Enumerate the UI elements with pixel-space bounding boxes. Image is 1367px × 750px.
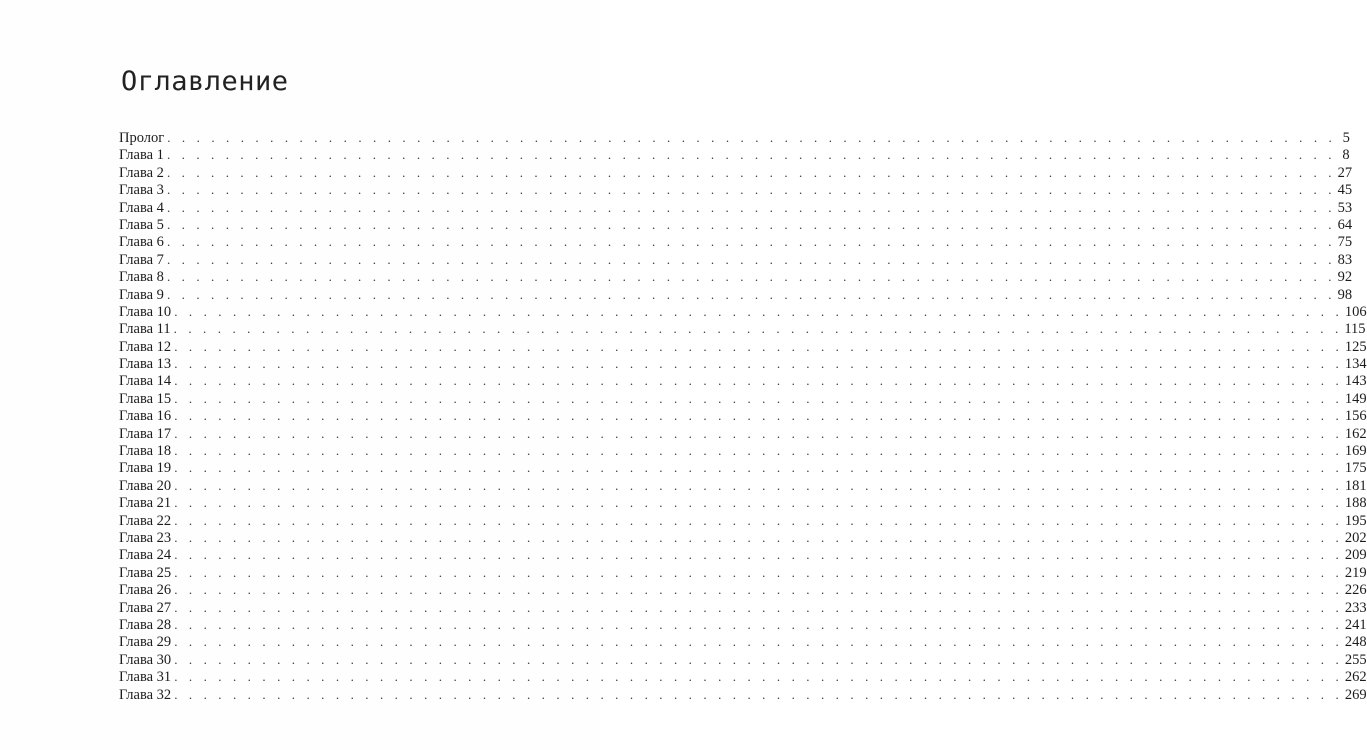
toc-entry-page: 27 — [1337, 164, 1353, 181]
toc-entry-label: Глава 4 — [119, 199, 164, 216]
toc-entry-label: Глава 17 — [119, 425, 172, 442]
toc-entry-page: 202 — [1344, 529, 1367, 546]
toc-entry-page: 255 — [1344, 651, 1367, 668]
toc-entry-page: 175 — [1344, 460, 1367, 477]
toc-entry-page: 209 — [1344, 547, 1367, 564]
toc-entry-page: 8 — [1342, 147, 1350, 164]
dot-leader: . . . . . . . . . . . . . . . . . . . . . . . . . . . . . . . . . . . . . . . . . . . . . . . . . . . . . . . . . . . . . . . . . . . . . . . . . . . . . . . . — [174, 303, 1343, 319]
toc-entry-label: Глава 11 — [119, 321, 171, 338]
toc-entry-label: Глава 19 — [119, 460, 172, 477]
dot-leader: . . . . . . . . . . . . . . . . . . . . . . . . . . . . . . . . . . . . . . . . . . . . . . . . . . . . . . . . . . . . . . . . . . . . . . . . . . . . . . . . — [174, 356, 1343, 372]
toc-entry[interactable] — [119, 477, 1367, 494]
dot-leader: . . . . . . . . . . . . . . . . . . . . . . . . . . . . . . . . . . . . . . . . . . . . . . . . . . . . . . . . . . . . . . . . . . . . . . . . . . . . . . . . — [174, 582, 1343, 598]
toc-entry[interactable] — [119, 129, 1350, 146]
dot-leader: . . . . . . . . . . . . . . . . . . . . . . . . . . . . . . . . . . . . . . . . . . . . . . . . . . . . . . . . . . . . . . . . . . . . . . . . . . . . . . . . — [174, 669, 1343, 685]
dot-leader: . . . . . . . . . . . . . . . . . . . . . . . . . . . . . . . . . . . . . . . . . . . . . . . . . . . . . . . . . . . . . . . . . . . . . . . . . . . . . . . . — [174, 495, 1343, 511]
toc-entry-page: 92 — [1337, 269, 1353, 286]
toc-entry[interactable] — [119, 164, 1353, 181]
dot-leader: . . . . . . . . . . . . . . . . . . . . . . . . . . . . . . . . . . . . . . . . . . . . . . . . . . . . . . . . . . . . . . . . . . . . . . . . . . . . . . . . — [174, 616, 1343, 632]
toc-entry-page: 75 — [1337, 234, 1353, 251]
dot-leader: . . . . . . . . . . . . . . . . . . . . . . . . . . . . . . . . . . . . . . . . . . . . . . . . . . . . . . . . . . . . . . . . . . . . . . . . . . . . . . . . — [174, 547, 1343, 563]
toc-entry-label: Глава 5 — [119, 216, 164, 233]
toc-entry[interactable] — [119, 233, 1353, 251]
toc-entry-label: Глава 18 — [119, 443, 172, 460]
toc-entry[interactable] — [119, 512, 1367, 529]
toc-entry-label: Глава 3 — [119, 182, 164, 199]
toc-entry-page: 241 — [1344, 616, 1367, 633]
dot-leader: . . . . . . . . . . . . . . . . . . . . . . . . . . . . . . . . . . . . . . . . . . . . . . . . . . . . . . . . . . . . . . . . . . . . . . . . . . . . . . . . — [174, 564, 1343, 580]
toc-entry[interactable] — [119, 425, 1367, 442]
dot-leader: . . . . . . . . . . . . . . . . . . . . . . . . . . . . . . . . . . . . . . . . . . . . . . . . . . . . . . . . . . . . . . . . . . . . . . . . . . . . . . . . — [174, 634, 1343, 650]
toc-entry[interactable] — [119, 355, 1367, 373]
toc-entry-label: Глава 24 — [119, 547, 172, 564]
toc-entry[interactable] — [119, 251, 1353, 268]
toc-entry[interactable] — [119, 633, 1367, 651]
dot-leader: . . . . . . . . . . . . . . . . . . . . . . . . . . . . . . . . . . . . . . . . . . . . . . . . . . . . . . . . . . . . . . . . . . . . . . . . . . . . . . . . — [174, 373, 1343, 389]
toc-entry-label: Глава 20 — [119, 477, 172, 494]
dot-leader: . . . . . . . . . . . . . . . . . . . . . . . . . . . . . . . . . . . . . . . . . . . . . . . . . . . . . . . . . . . . . . . . . . . . . . . . . . . . . . . . — [174, 477, 1343, 493]
dot-leader: . . . . . . . . . . . . . . . . . . . . . . . . . . . . . . . . . . . . . . . . . . . . . . . . . . . . . . . . . . . . . . . . . . . . . . . . . . . . . . . . — [166, 251, 1336, 267]
toc-entry-page: 143 — [1344, 373, 1367, 390]
toc-entry-page: 181 — [1344, 477, 1367, 494]
toc-entry-page: 98 — [1337, 286, 1353, 303]
toc-entry-page: 156 — [1344, 408, 1367, 425]
toc-entry[interactable] — [119, 390, 1367, 407]
toc-entry[interactable] — [119, 442, 1367, 460]
toc-entry-label: Глава 27 — [119, 599, 172, 616]
toc-entry-label: Пролог — [119, 130, 165, 146]
toc-entry[interactable] — [119, 199, 1353, 216]
toc-entry-label: Глава 7 — [119, 251, 164, 268]
dot-leader: . . . . . . . . . . . . . . . . . . . . . . . . . . . . . . . . . . . . . . . . . . . . . . . . . . . . . . . . . . . . . . . . . . . . . . . . . . . . . . . . — [166, 286, 1336, 302]
toc-entry-page: 248 — [1344, 634, 1367, 651]
toc-entry-label: Глава 13 — [119, 356, 172, 373]
toc-entry-label: Глава 28 — [119, 616, 172, 633]
toc-entry[interactable] — [119, 372, 1367, 390]
toc-entry[interactable] — [119, 686, 1367, 703]
toc-entry-label: Глава 6 — [119, 234, 164, 251]
dot-leader: . . . . . . . . . . . . . . . . . . . . . . . . . . . . . . . . . . . . . . . . . . . . . . . . . . . . . . . . . . . . . . . . . . . . . . . . . . . . . . . . — [174, 686, 1343, 702]
toc-entry-label: Глава 8 — [119, 269, 164, 286]
toc-entry-page: 233 — [1344, 599, 1367, 616]
toc-entry-page: 169 — [1344, 443, 1367, 460]
toc-entry-page: 134 — [1344, 356, 1367, 373]
toc-entry[interactable] — [119, 651, 1367, 668]
toc-entry[interactable] — [119, 616, 1367, 633]
toc-entry-page: 162 — [1344, 425, 1367, 442]
toc-entry[interactable] — [119, 546, 1367, 564]
toc-entry-page: 5 — [1342, 130, 1350, 146]
toc-entry-label: Глава 31 — [119, 669, 172, 686]
toc-entry-label: Глава 15 — [119, 390, 172, 407]
toc-entry-page: 195 — [1344, 512, 1367, 529]
dot-leader: . . . . . . . . . . . . . . . . . . . . . . . . . . . . . . . . . . . . . . . . . . . . . . . . . . . . . . . . . . . . . . . . . . . . . . . . . . . . . . . . — [174, 425, 1343, 441]
toc-entry[interactable] — [119, 181, 1353, 199]
toc-entry[interactable] — [119, 216, 1353, 233]
toc-entry-page: 188 — [1344, 495, 1367, 512]
dot-leader: . . . . . . . . . . . . . . . . . . . . . . . . . . . . . . . . . . . . . . . . . . . . . . . . . . . . . . . . . . . . . . . . . . . . . . . . . . . . . . . . — [174, 338, 1343, 354]
toc-entry[interactable] — [119, 303, 1367, 320]
dot-leader: . . . . . . . . . . . . . . . . . . . . . . . . . . . . . . . . . . . . . . . . . . . . . . . . . . . . . . . . . . . . . . . . . . . . . . . . . . . . . . . . — [173, 321, 1343, 337]
dot-leader: . . . . . . . . . . . . . . . . . . . . . . . . . . . . . . . . . . . . . . . . . . . . . . . . . . . . . . . . . . . . . . . . . . . . . . . . . . . . . . . . — [174, 529, 1343, 545]
dot-leader: . . . . . . . . . . . . . . . . . . . . . . . . . . . . . . . . . . . . . . . . . . . . . . . . . . . . . . . . . . . . . . . . . . . . . . . . . . . . . . . . — [174, 390, 1343, 406]
toc-entry-page: 53 — [1337, 199, 1353, 216]
toc-entry-label: Глава 32 — [119, 686, 172, 703]
toc-entry-page: 64 — [1337, 216, 1353, 233]
page-title: Оглавление — [121, 66, 289, 97]
toc-entry[interactable] — [119, 286, 1353, 303]
toc-entry-page: 83 — [1337, 251, 1353, 268]
toc-entry-label: Глава 2 — [119, 164, 164, 181]
toc-entry[interactable] — [119, 599, 1367, 616]
toc-entry-label: Глава 10 — [119, 303, 172, 320]
toc-entry-page: 262 — [1344, 669, 1367, 686]
toc-entry-label: Глава 25 — [119, 564, 172, 581]
toc-entry-label: Глава 30 — [119, 651, 172, 668]
toc-entry-page: 269 — [1344, 686, 1367, 703]
dot-leader: . . . . . . . . . . . . . . . . . . . . . . . . . . . . . . . . . . . . . . . . . . . . . . . . . . . . . . . . . . . . . . . . . . . . . . . . . . . . . . . . — [166, 216, 1336, 232]
dot-leader: . . . . . . . . . . . . . . . . . . . . . . . . . . . . . . . . . . . . . . . . . . . . . . . . . . . . . . . . . . . . . . . . . . . . . . . . . . . . . . . . — [166, 234, 1336, 250]
toc-entry-label: Глава 16 — [119, 408, 172, 425]
toc-entry[interactable] — [119, 407, 1367, 425]
dot-leader: . . . . . . . . . . . . . . . . . . . . . . . . . . . . . . . . . . . . . . . . . . . . . . . . . . . . . . . . . . . . . . . . . . . . . . . . . . . . . . . . — [174, 651, 1343, 667]
toc-entry-label: Глава 14 — [119, 373, 172, 390]
dot-leader: . . . . . . . . . . . . . . . . . . . . . . . . . . . . . . . . . . . . . . . . . . . . . . . . . . . . . . . . . . . . . . . . . . . . . . . . . . . . . . . . — [166, 269, 1336, 285]
toc-entry[interactable] — [119, 494, 1367, 512]
dot-leader: . . . . . . . . . . . . . . . . . . . . . . . . . . . . . . . . . . . . . . . . . . . . . . . . . . . . . . . . . . . . . . . . . . . . . . . . . . . . . . . . — [174, 599, 1343, 615]
toc-entry-page: 125 — [1344, 338, 1367, 355]
toc-entry-label: Глава 22 — [119, 512, 172, 529]
toc-entry[interactable] — [119, 320, 1366, 338]
toc-entry-label: Глава 12 — [119, 338, 172, 355]
dot-leader: . . . . . . . . . . . . . . . . . . . . . . . . . . . . . . . . . . . . . . . . . . . . . . . . . . . . . . . . . . . . . . . . . . . . . . . . . . . . . . . . — [174, 443, 1343, 459]
dot-leader: . . . . . . . . . . . . . . . . . . . . . . . . . . . . . . . . . . . . . . . . . . . . . . . . . . . . . . . . . . . . . . . . . . . . . . . . . . . . . . . . — [166, 147, 1336, 163]
dot-leader: . . . . . . . . . . . . . . . . . . . . . . . . . . . . . . . . . . . . . . . . . . . . . . . . . . . . . . . . . . . . . . . . . . . . . . . . . . . . . . . . — [166, 164, 1336, 180]
dot-leader: . . . . . . . . . . . . . . . . . . . . . . . . . . . . . . . . . . . . . . . . . . . . . . . . . . . . . . . . . . . . . . . . . . . . . . . . . . . . . . . . — [174, 460, 1343, 476]
toc-entry[interactable] — [119, 581, 1367, 599]
dot-leader: . . . . . . . . . . . . . . . . . . . . . . . . . . . . . . . . . . . . . . . . . . . . . . . . . . . . . . . . . . . . . . . . . . . . . . . . . . . . . . . . — [167, 130, 1336, 145]
toc-entry-label: Глава 21 — [119, 495, 172, 512]
toc-entry-page: 226 — [1344, 582, 1367, 599]
toc-entry[interactable] — [119, 338, 1367, 355]
toc-entry-label: Глава 29 — [119, 634, 172, 651]
toc-entry-page: 219 — [1344, 564, 1367, 581]
table-of-contents — [119, 129, 1367, 703]
toc-entry[interactable] — [119, 668, 1367, 686]
toc-entry[interactable] — [119, 564, 1367, 581]
toc-entry[interactable] — [119, 146, 1350, 164]
toc-entry-page: 149 — [1344, 390, 1367, 407]
toc-entry-page: 115 — [1344, 321, 1366, 338]
toc-entry-label: Глава 26 — [119, 582, 172, 599]
toc-entry-page: 45 — [1337, 182, 1353, 199]
toc-entry[interactable] — [119, 268, 1353, 286]
toc-entry-label: Глава 23 — [119, 529, 172, 546]
toc-entry-page: 106 — [1344, 303, 1367, 320]
toc-entry-label: Глава 9 — [119, 286, 164, 303]
dot-leader: . . . . . . . . . . . . . . . . . . . . . . . . . . . . . . . . . . . . . . . . . . . . . . . . . . . . . . . . . . . . . . . . . . . . . . . . . . . . . . . . — [174, 408, 1343, 424]
dot-leader: . . . . . . . . . . . . . . . . . . . . . . . . . . . . . . . . . . . . . . . . . . . . . . . . . . . . . . . . . . . . . . . . . . . . . . . . . . . . . . . . — [166, 182, 1336, 198]
dot-leader: . . . . . . . . . . . . . . . . . . . . . . . . . . . . . . . . . . . . . . . . . . . . . . . . . . . . . . . . . . . . . . . . . . . . . . . . . . . . . . . . — [166, 199, 1336, 215]
dot-leader: . . . . . . . . . . . . . . . . . . . . . . . . . . . . . . . . . . . . . . . . . . . . . . . . . . . . . . . . . . . . . . . . . . . . . . . . . . . . . . . . — [174, 512, 1343, 528]
toc-entry[interactable] — [119, 459, 1367, 477]
toc-entry[interactable] — [119, 529, 1367, 546]
toc-entry-label: Глава 1 — [119, 147, 164, 164]
